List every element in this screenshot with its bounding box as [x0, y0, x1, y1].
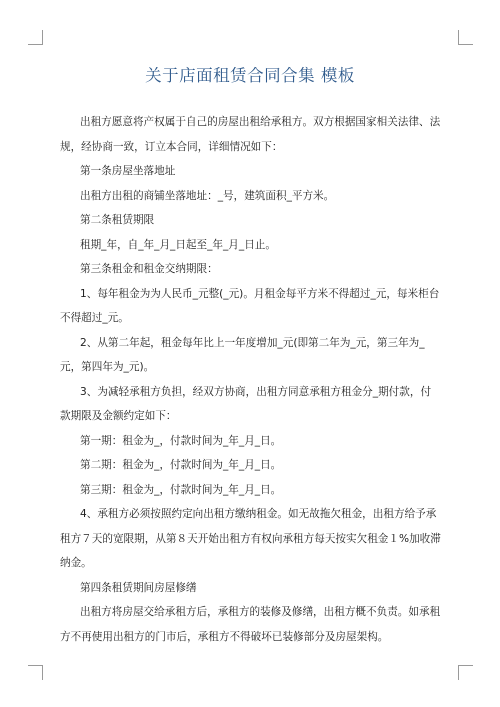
paragraph-installment-3: 第三期：租金为_，付款时间为_年_月_日。: [80, 483, 282, 496]
paragraph-location: 出租方出租的商铺坐落地址：_号，建筑面积_平方米。: [80, 189, 335, 202]
section-heading-term: 第二条租赁期限: [80, 214, 155, 226]
section-heading-repair: 第四条租赁期间房屋修缮: [80, 581, 197, 594]
paragraph-repair: 出租方将房屋交给承租方后，承租方的装修及修缮，出租方概不负责。如承租方不再使用出租方的门市后，承租方不得破坏已装修部分及房屋架构。: [60, 606, 441, 643]
crop-mark-bottom-right: [458, 665, 473, 680]
paragraph-intro: 出租方愿意将产权属于自己的房屋出租给承租方。双方根据国家相关法律、法规，经协商一致，订立本合同，详细情况如下：: [60, 116, 441, 153]
paragraph-installment-1: 第一期：租金为_，付款时间为_年_月_日。: [80, 434, 282, 447]
paragraph-rent-1: 1、每年租金为为人民币_元整(_元)。月租金每平方米不得超过_元，每米柜台不得超过_元。: [60, 287, 440, 324]
paragraph-term: 租期_年，自_年_月_日起至_年_月_日止。: [80, 238, 276, 251]
document-body: [60, 110, 441, 649]
crop-mark-top-right: [458, 30, 473, 45]
crop-mark-top-left: [28, 30, 43, 45]
document-title: 关于店面租赁合同合集 模板: [145, 66, 355, 85]
crop-mark-bottom-left: [28, 665, 43, 680]
paragraph-rent-2: 2、从第二年起，租金每年比上一年度增加_元(即第二年为_元，第三年为_元，第四年为_元)。: [60, 336, 425, 373]
section-heading-rent: 第三条租金和租金交纳期限：: [80, 263, 218, 275]
paragraph-installment-2: 第二期：租金为_，付款时间为_年_月_日。: [80, 459, 282, 471]
paragraph-rent-3: 3、为减轻承租方负担，经双方协商，出租方同意承租方租金分_期付款，付款期限及金额约定如下：: [60, 385, 432, 422]
section-heading-location: 第一条房屋坐落地址: [80, 165, 176, 177]
paragraph-rent-4: 4、承租方必须按照约定向出租方缴纳租金。如无故拖欠租金，出租方给予承租方７天的宽限期，从第８天开始出租方有权向承租方每天按实欠租金１%加收滞纳金。: [60, 508, 441, 569]
